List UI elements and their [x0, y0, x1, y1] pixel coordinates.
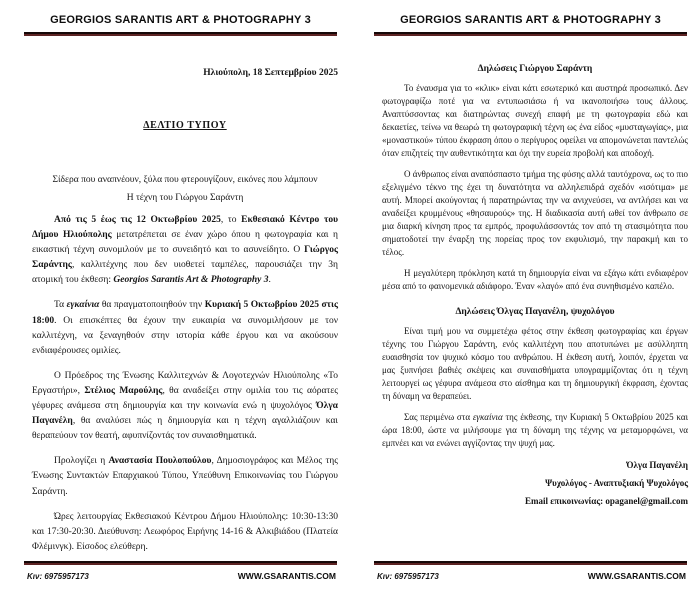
- footer-website: WWW.GSARANTIS.COM: [587, 571, 686, 581]
- paganeli-statement-paragraph-2: Σας περιμένω στα εγκαίνια της έκθεσης, την Κυριακή 5 Οκτωβρίου 2025 και ώρα 18:00, ώστε να μιλήσουμε για τη δύναμη της τέχνης να μεταμορφώνει, να εμπνέει και να ενώνει αγγίζοντας την ψυχή μας.: [382, 412, 688, 448]
- body-paragraphs: [32, 213, 338, 555]
- statement-heading-sarantis: Δηλώσεις Γιώργου Σαράντη: [477, 64, 593, 74]
- page-header-title: GEORGIOS SARANTIS ART & PHOTOGRAPHY 3: [400, 14, 661, 26]
- header-rule: [24, 32, 337, 36]
- signature-email: Email επικοινωνίας: opaganel@gmail.com: [525, 496, 688, 506]
- footer-phone: Κιν: 6975957173: [27, 572, 89, 581]
- page-header-title: GEORGIOS SARANTIS ART & PHOTOGRAPHY 3: [50, 14, 311, 26]
- sarantis-statement-paragraph-2: Ο άνθρωπος είναι αναπόσπαστο τμήμα της φύσης αλλά ταυτόχρονα, ως το πιο εξελιγμένο τέκνο της έχει τη δυνατότητα να αλληλεπιδρά σχεδόν «ισότιμα» με αυτή. Μπορεί ακούγοντας ή παρατηρώντας την να ανιχνεύσει, να αντλήσει και να αναδείξει κρυμμένους «θησαυρούς» της. Η διαδικασία αυτή ωθεί τον άνθρωπο σε μια διαρκή κίνηση προς τα εμπρός, προφυλάσσοντάς τον από τη στασιμότητα που σηματοδοτεί την έναρξη της πορείας προς τον εκφυλισμό, την παρακμή και το τέλος.: [382, 169, 688, 257]
- paragraph-speakers: Ο Πρόεδρος της Ένωσης Καλλιτεχνών & Λογοτεχνών Ηλιούπολης «Το Εργαστήρι», Στέλιος Μαρούλης, θα αναδείξει στην ομιλία του τις αόρατες γέφυρες ανάμεσα στη δημιουργία και την κοινωνία ενώ η ψυχολόγος Όλγα Παγανέλη, θα αναλύσει πώς η δημιουργία και η τέχνη αγαλλιάζουν και θεραπεύουν τον θεατή, αφυπνίζοντάς τον συναισθηματικά.: [32, 370, 338, 442]
- signature-role: Ψυχολόγος - Αναπτυξιακή Ψυχολόγος: [545, 478, 688, 488]
- sarantis-statement-paragraph-3: Η μεγαλύτερη πρόκληση κατά τη δημιουργία είναι να εξάγω κάτι ενδιαφέρον μέσα από το φαινομενικά αδιάφορο. Έναν «λαγό» από ένα συνηθισμένο καπέλο.: [382, 268, 688, 291]
- signature-name: Όλγα Παγανέλη: [626, 460, 688, 470]
- paganeli-statement-paragraph-1: Είναι τιμή μου να συμμετέχω φέτος στην έκθεση φωτογραφίας και έργων τέχνης του Γιώργου Σαράντη, ενός καλλιτέχνη που αποτυπώνει με ασύλληπτη ευαισθησία τον ψυχικό κόσμο του ανθρώπου. Η έκθεση αυτή, λοιπόν, έρχεται να μας ξυπνήσει βαθιές σκέψεις και συναισθήματα υπογραμμίζοντας ότι η τέχνη λειτουργεί ως γέφυρα ανάμεσα στο αίσθημα και τη δημιουργική έκφραση, έχοντας τη δύναμη να θεραπεύει.: [382, 326, 688, 401]
- footer-rule: [374, 561, 687, 565]
- paragraph-exhibition-dates: Από τις 5 έως τις 12 Οκτωβρίου 2025, το Εκθεσιακό Κέντρο του Δήμου Ηλιούπολης μετατρέπεται σε έναν χώρο όπου η φωτογραφία και η εικαστική τέχνη συνομιλούν με το συνειδητό και το ασυνείδητο. Ο Γιώργος Σαράντης, καλλιτέχνης που δεν υιοθετεί ταμπέλες, παρουσιάζει την 3η ατομική του έκθεση: Georgios Sarantis Art & Photography 3.: [32, 215, 339, 286]
- press-release-title: ΔΕΛΤΙΟ ΤΥΠΟΥ: [143, 120, 227, 131]
- paragraph-opening: Τα εγκαίνια θα πραγματοποιηθούν την Κυριακή 5 Οκτωβρίου 2025 στις 18:00. Οι επισκέπτες θα έχουν την ευκαιρία να συνομιλήσουν με τον καλλιτέχνη, να ξεναγηθούν στην ιστορία κάθε έργου και να ακούσουν ενδιαφέρουσες ομιλίες.: [32, 300, 338, 356]
- page-2-content: [382, 52, 688, 510]
- statement-heading-paganeli: Δηλώσεις Όλγας Παγανέλη, ψυχολόγου: [455, 307, 615, 317]
- paragraph-prologue: Προλογίζει η Αναστασία Πουλοπούλου, Δημοσιογράφος και Μέλος της Ένωσης Συντακτών Επαρχιακού Τύπου, Υπεύθυνη Επικοινωνίας του Γιώργου Σαράντη.: [32, 456, 338, 497]
- subtitle-line-1: Σίδερα που αναπνέουν, ξύλα που φτερουγίζουν, εικόνες που λάμπουν: [52, 175, 318, 185]
- signature-block: [382, 456, 688, 510]
- paragraph-hours-address: Ώρες λειτουργίας Εκθεσιακού Κέντρου Δήμου Ηλιούπολης: 10:30-13:30 και 17:30-20:30. Διεύθυνση: Λεωφόρος Ειρήνης 14-16 & Αλκιβιάδου (Πλατεία Φλέμινγκ). Είσοδος ελεύθερη.: [32, 511, 338, 552]
- page-2: [350, 0, 700, 592]
- footer-website: WWW.GSARANTIS.COM: [237, 571, 336, 581]
- header-rule: [374, 32, 687, 36]
- dateline: Ηλιούπολη, 18 Σεπτεμβρίου 2025: [203, 68, 338, 78]
- subtitle-line-2: Η τέχνη του Γιώργου Σαράντη: [126, 193, 244, 203]
- sarantis-statement-paragraph-1: Το έναυσμα για το «κλικ» είναι κάτι εσωτερικό και αυστηρά προσωπικό. Δεν φωτογραφίζω ποτέ για να εντυπωσιάσω ή να ικανοποιήσω τους άλλους. Αναπτύσσοντας και διατηρώντας συνεχή επαφή με τη φωτογραφία εδώ και δεκαετίες, τείνω να θεωρώ τη φωτογραφική τέχνη ως ένα είδος «μυσταγωγίας», μια «μοναστικού» τύπου έκφραση όπου ο περίγυρος οφείλει να απομονώνεται παντελώς όταν επιζητείς την αυθεντικότητα και όχι την ευρεία προβολή και αποδοχή.: [382, 83, 688, 158]
- footer-rule: [24, 561, 337, 565]
- footer-phone: Κιν: 6975957173: [377, 572, 439, 581]
- page-1-content: [32, 52, 338, 555]
